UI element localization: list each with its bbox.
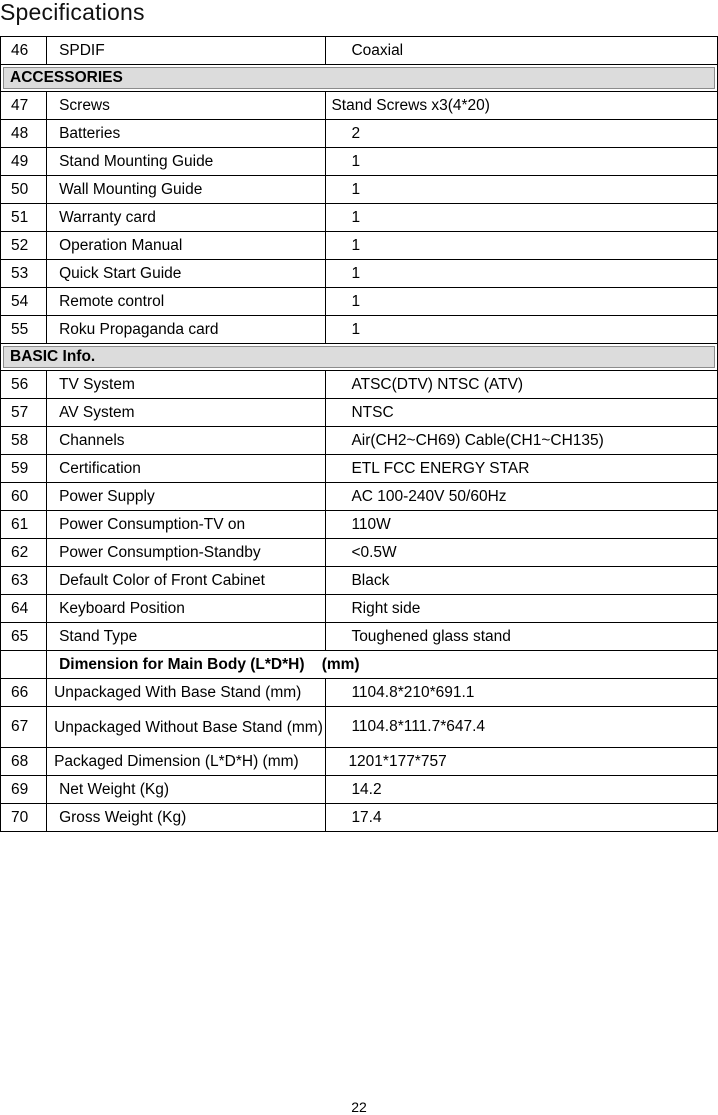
- row-number: 48: [1, 120, 47, 148]
- spec-value: 1: [326, 148, 718, 176]
- spec-name: Keyboard Position: [47, 595, 326, 623]
- section-title: BASIC Info.: [1, 344, 718, 371]
- table-row: [1, 567, 718, 595]
- row-number: 63: [1, 567, 47, 595]
- spec-value: 17.4: [326, 804, 718, 832]
- page-number: 22: [351, 1099, 367, 1115]
- page-title: Specifications: [0, 0, 145, 25]
- table-row: [1, 595, 718, 623]
- table-row: [1, 92, 718, 120]
- table-row: [1, 37, 718, 65]
- table-row: [1, 176, 718, 204]
- row-number: 50: [1, 176, 47, 204]
- spec-name: Stand Mounting Guide: [47, 148, 326, 176]
- table-row: [1, 804, 718, 832]
- spec-value: AC 100-240V 50/60Hz: [326, 483, 718, 511]
- spec-name: Operation Manual: [47, 232, 326, 260]
- spec-value: Black: [326, 567, 718, 595]
- table-row: [1, 483, 718, 511]
- table-row: [1, 623, 718, 651]
- table-row: [1, 120, 718, 148]
- row-number: 47: [1, 92, 47, 120]
- row-number: 62: [1, 539, 47, 567]
- table-row: [1, 776, 718, 804]
- spec-name: Power Consumption-TV on: [47, 511, 326, 539]
- spec-value: 14.2: [326, 776, 718, 804]
- table-row: [1, 511, 718, 539]
- spec-value: 1: [326, 316, 718, 344]
- spec-name: SPDIF: [47, 37, 326, 65]
- spec-value: 1104.8*111.7*647.4: [326, 707, 718, 748]
- specifications-table: [0, 36, 718, 832]
- spec-name: Unpackaged Without Base Stand (mm): [47, 707, 326, 748]
- row-number: 70: [1, 804, 47, 832]
- table-row: [1, 679, 718, 707]
- row-number: 46: [1, 37, 47, 65]
- spec-value: 110W: [326, 511, 718, 539]
- table-row: [1, 455, 718, 483]
- spec-name: Remote control: [47, 288, 326, 316]
- spec-value: <0.5W: [326, 539, 718, 567]
- row-number: 59: [1, 455, 47, 483]
- dimension-header-row: [1, 651, 718, 679]
- spec-value: 1: [326, 204, 718, 232]
- spec-value: 1201*177*757: [326, 748, 718, 776]
- row-number: 61: [1, 511, 47, 539]
- row-number: 68: [1, 748, 47, 776]
- table-row: [1, 232, 718, 260]
- spec-value: 2: [326, 120, 718, 148]
- row-number: 67: [1, 707, 47, 748]
- spec-value: 1: [326, 260, 718, 288]
- spec-value: Stand Screws x3(4*20): [326, 92, 718, 120]
- row-number: 49: [1, 148, 47, 176]
- spec-value: Right side: [326, 595, 718, 623]
- table-row: [1, 204, 718, 232]
- spec-value: 1: [326, 176, 718, 204]
- section-header-accessories: [1, 65, 718, 92]
- spec-value: ETL FCC ENERGY STAR: [326, 455, 718, 483]
- table-row: [1, 399, 718, 427]
- row-number: 54: [1, 288, 47, 316]
- spec-name: TV System: [47, 371, 326, 399]
- spec-name: Screws: [47, 92, 326, 120]
- spec-name: Power Supply: [47, 483, 326, 511]
- spec-value: 1104.8*210*691.1: [326, 679, 718, 707]
- spec-value: Coaxial: [326, 37, 718, 65]
- spec-name: Packaged Dimension (L*D*H) (mm): [47, 748, 326, 776]
- spec-name: Wall Mounting Guide: [47, 176, 326, 204]
- spec-name: Certification: [47, 455, 326, 483]
- table-row: [1, 748, 718, 776]
- table-row: [1, 371, 718, 399]
- table-row: [1, 288, 718, 316]
- spec-name: Net Weight (Kg): [47, 776, 326, 804]
- table-row: [1, 260, 718, 288]
- spec-name: Power Consumption-Standby: [47, 539, 326, 567]
- row-number: 60: [1, 483, 47, 511]
- row-number: 56: [1, 371, 47, 399]
- spec-value: 1: [326, 232, 718, 260]
- spec-value: ATSC(DTV) NTSC (ATV): [326, 371, 718, 399]
- row-number: 51: [1, 204, 47, 232]
- row-number: 53: [1, 260, 47, 288]
- spec-name: Channels: [47, 427, 326, 455]
- spec-name: Roku Propaganda card: [47, 316, 326, 344]
- spec-value: Air(CH2~CH69) Cable(CH1~CH135): [326, 427, 718, 455]
- row-number: 55: [1, 316, 47, 344]
- table-row: [1, 427, 718, 455]
- section-header-basic-info: [1, 344, 718, 371]
- spec-name: Gross Weight (Kg): [47, 804, 326, 832]
- spec-value: 1: [326, 288, 718, 316]
- spec-value: NTSC: [326, 399, 718, 427]
- section-title: ACCESSORIES: [1, 65, 718, 92]
- table-row: [1, 707, 718, 748]
- row-number: 52: [1, 232, 47, 260]
- spec-name: Quick Start Guide: [47, 260, 326, 288]
- row-number: 58: [1, 427, 47, 455]
- row-number: 66: [1, 679, 47, 707]
- spec-name: Stand Type: [47, 623, 326, 651]
- spec-name: AV System: [47, 399, 326, 427]
- spec-name: Batteries: [47, 120, 326, 148]
- table-row: [1, 539, 718, 567]
- spec-name: Warranty card: [47, 204, 326, 232]
- spec-name: Default Color of Front Cabinet: [47, 567, 326, 595]
- row-number: 65: [1, 623, 47, 651]
- row-number: 64: [1, 595, 47, 623]
- table-row: [1, 148, 718, 176]
- row-number: 69: [1, 776, 47, 804]
- row-number: 57: [1, 399, 47, 427]
- spec-name: Unpackaged With Base Stand (mm): [47, 679, 326, 707]
- table-row: [1, 316, 718, 344]
- empty-cell: [1, 651, 47, 679]
- spec-value: Toughened glass stand: [326, 623, 718, 651]
- dimension-header: Dimension for Main Body (L*D*H) (mm): [47, 651, 718, 679]
